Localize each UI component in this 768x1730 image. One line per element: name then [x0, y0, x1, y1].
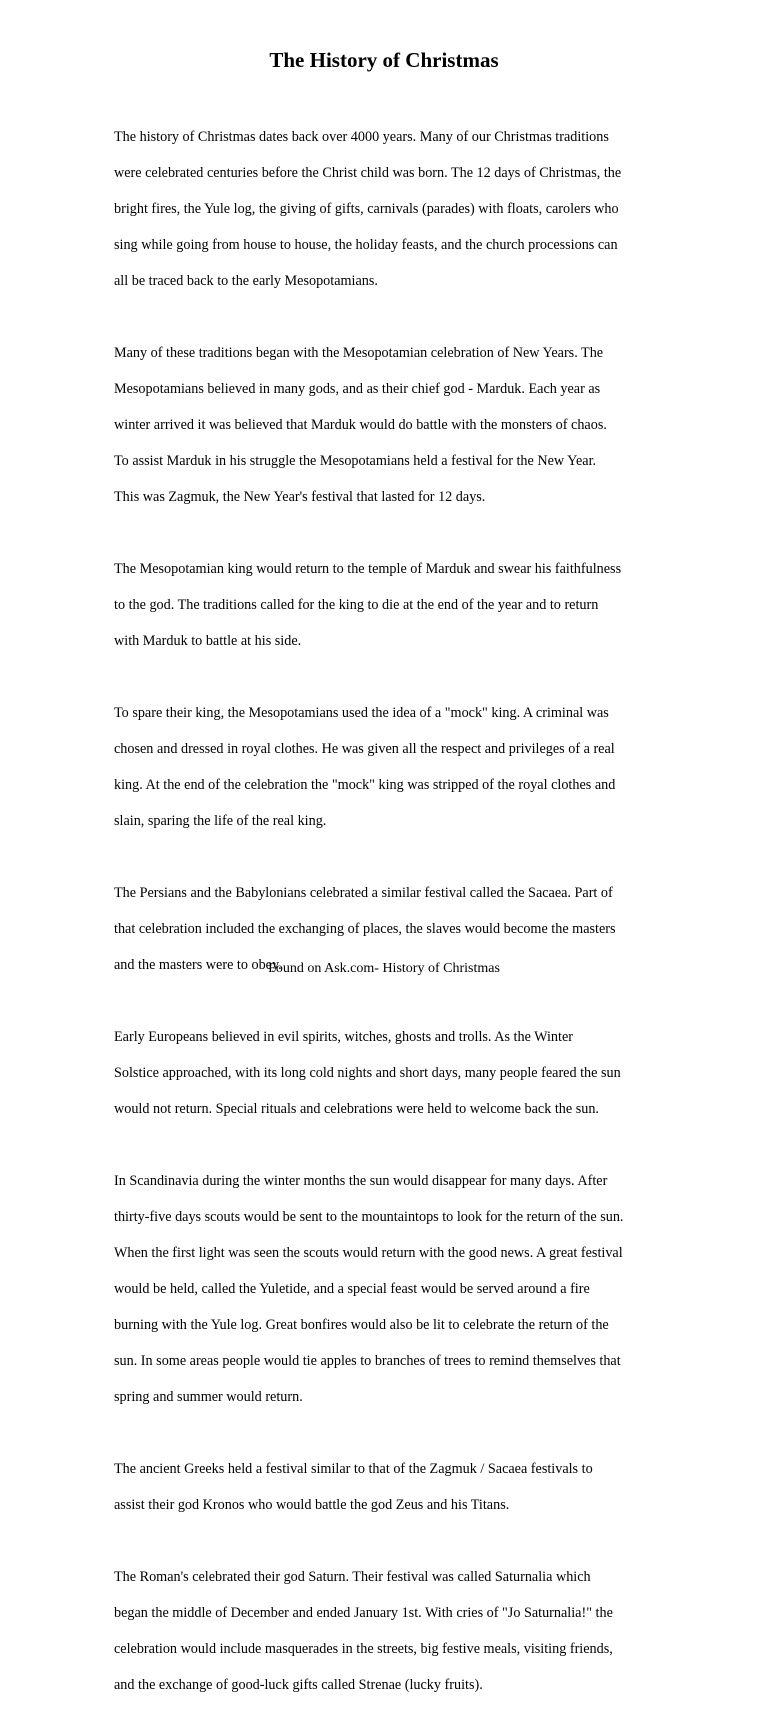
- text-line: The Roman's celebrated their god Saturn. Their festival was called Saturnalia which: [114, 1569, 591, 1585]
- text-line: Early Europeans believed in evil spirits, witches, ghosts and trolls. As the Winter: [114, 1029, 573, 1045]
- text-line: The ancient Greeks held a festival similar to that of the Zagmuk / Sacaea festivals to: [114, 1461, 593, 1477]
- paragraph: [114, 1010, 664, 1136]
- text-line: chosen and dressed in royal clothes. He was given all the respect and privileges of a real: [114, 741, 615, 757]
- text-line: assist their god Kronos who would battle the god Zeus and his Titans.: [114, 1497, 510, 1513]
- text-line: king. At the end of the celebration the "mock" king was stripped of the royal clothes and: [114, 777, 616, 793]
- text-line: to the god. The traditions called for the king to die at the end of the year and to return: [114, 597, 599, 613]
- text-line: In Scandinavia during the winter months the sun would disappear for many days. After: [114, 1173, 608, 1189]
- text-line: bright fires, the Yule log, the giving of gifts, carnivals (parades) with floats, carolers who: [114, 201, 619, 217]
- text-line: Solstice approached, with its long cold nights and short days, many people feared the sun: [114, 1065, 621, 1081]
- text-line: slain, sparing the life of the real king.: [114, 813, 327, 829]
- text-line: The Mesopotamian king would return to the temple of Marduk and swear his faithfulness: [114, 561, 622, 577]
- text-line: would not return. Special rituals and celebrations were held to welcome back the sun.: [114, 1101, 599, 1117]
- text-line: The Persians and the Babylonians celebrated a similar festival called the Sacaea. Part of: [114, 885, 613, 901]
- text-line: with Marduk to battle at his side.: [114, 633, 302, 649]
- paragraph: [114, 686, 664, 848]
- paragraph: [114, 1154, 664, 1424]
- text-line: would be held, called the Yuletide, and a special feast would be served around a fire: [114, 1281, 590, 1297]
- text-line: When the first light was seen the scouts would return with the good news. A great festival: [114, 1245, 623, 1261]
- text-line: thirty-five days scouts would be sent to the mountaintops to look for the return of the sun.: [114, 1209, 624, 1225]
- text-line: The history of Christmas dates back over 4000 years. Many of our Christmas traditions: [114, 129, 609, 145]
- text-line: spring and summer would return.: [114, 1389, 303, 1405]
- text-line: that celebration included the exchanging of places, the slaves would become the masters: [114, 921, 616, 937]
- document-body: [114, 110, 664, 1730]
- text-line: Mesopotamians believed in many gods, and as their chief god - Marduk. Each year as: [114, 381, 601, 397]
- text-line: To assist Marduk in his struggle the Mesopotamians held a festival for the New Year.: [114, 453, 597, 469]
- document-footer: Found on Ask.com- History of Christmas: [268, 961, 500, 976]
- text-line: sun. In some areas people would tie apples to branches of trees to remind themselves that: [114, 1353, 621, 1369]
- text-line: began the middle of December and ended January 1st. With cries of "Jo Saturnalia!" the: [114, 1605, 613, 1621]
- text-line: To spare their king, the Mesopotamians used the idea of a "mock" king. A criminal was: [114, 705, 609, 721]
- text-line: were celebrated centuries before the Christ child was born. The 12 days of Christmas, the: [114, 165, 622, 181]
- text-line: all be traced back to the early Mesopotamians.: [114, 273, 378, 289]
- text-line: winter arrived it was believed that Marduk would do battle with the monsters of chaos.: [114, 417, 607, 433]
- text-line: Many of these traditions began with the Mesopotamian celebration of New Years. The: [114, 345, 604, 361]
- text-line: This was Zagmuk, the New Year's festival that lasted for 12 days.: [114, 489, 486, 505]
- paragraph: [114, 1550, 664, 1712]
- paragraph: [114, 542, 664, 668]
- document-title: The History of Christmas: [269, 48, 499, 72]
- paragraph: [114, 1442, 664, 1532]
- text-line: burning with the Yule log. Great bonfires would also be lit to celebrate the return of the: [114, 1317, 609, 1333]
- text-line: and the masters were to obey.: [114, 957, 282, 973]
- text-line: sing while going from house to house, the holiday feasts, and the church processions can: [114, 237, 618, 253]
- text-line: and the exchange of good-luck gifts called Strenae (lucky fruits).: [114, 1677, 483, 1693]
- paragraph: [114, 110, 664, 308]
- paragraph: [114, 326, 664, 524]
- text-line: celebration would include masquerades in the streets, big festive meals, visiting friends,: [114, 1641, 613, 1657]
